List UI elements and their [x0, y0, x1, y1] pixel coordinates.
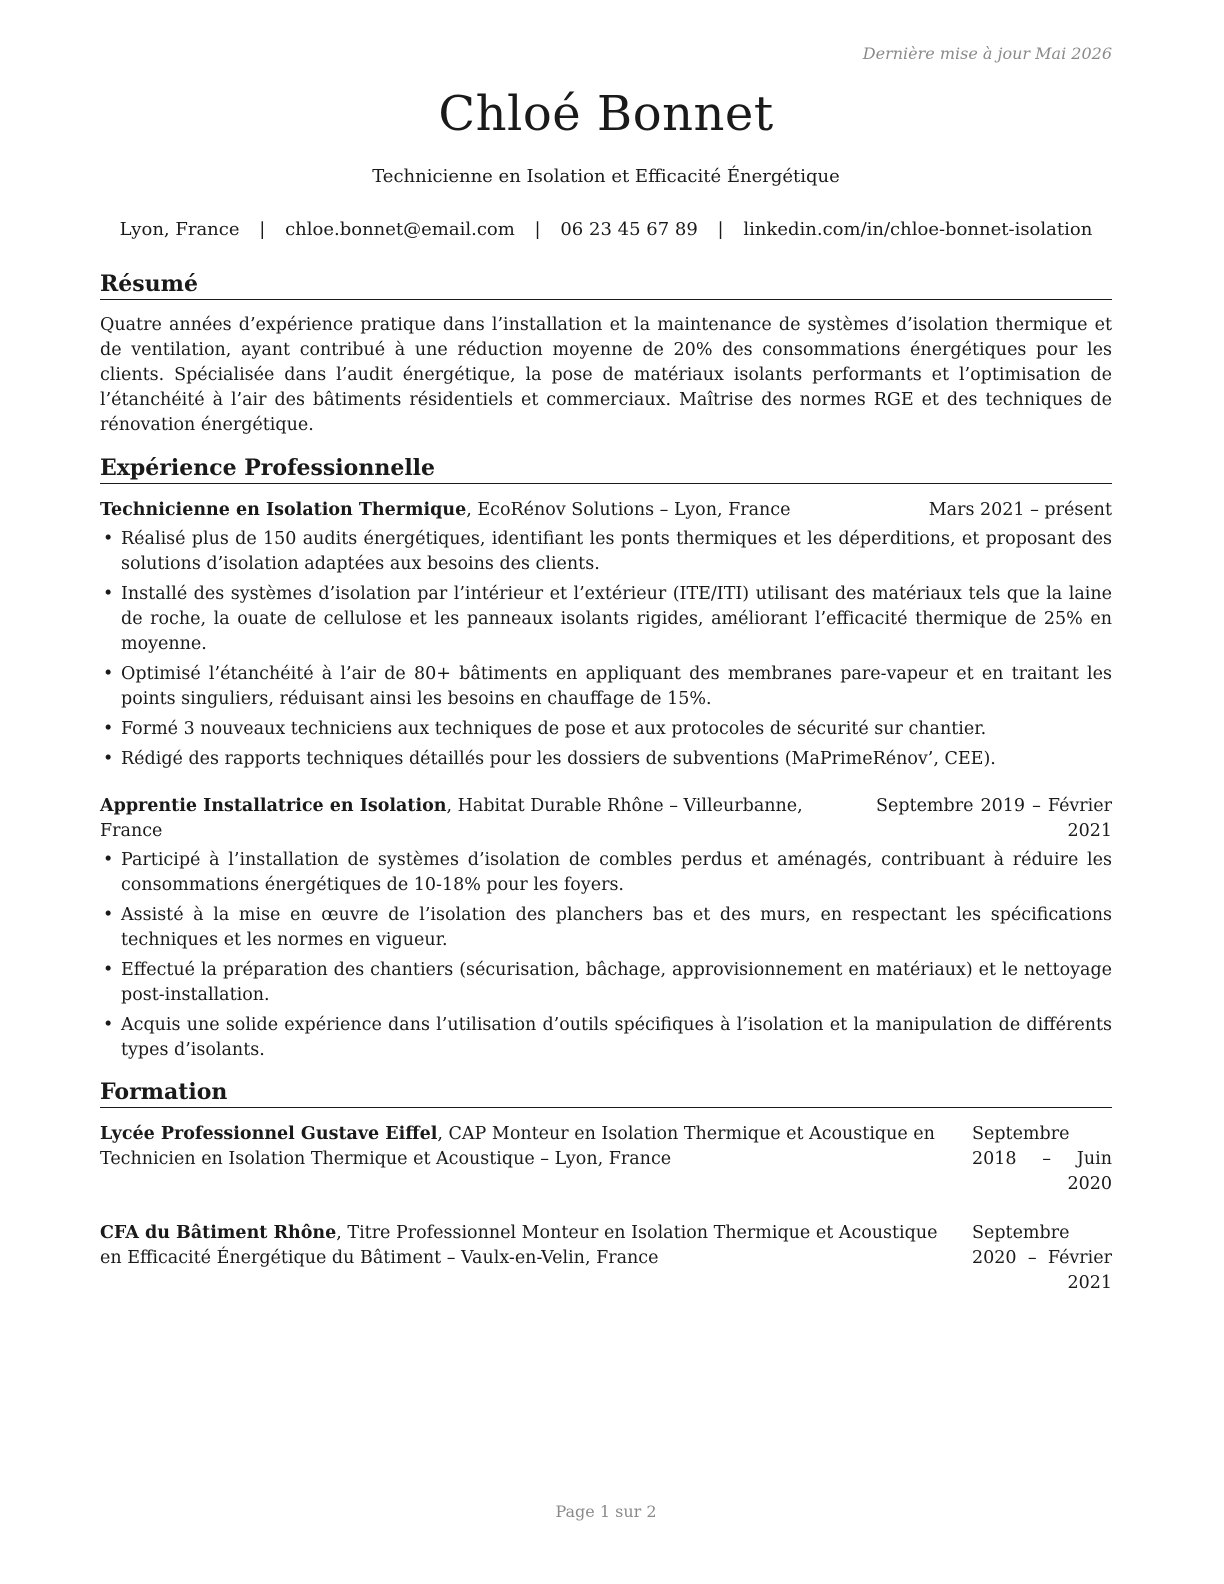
list-item: • Rédigé des rapports techniques détaillés pour les dossiers de subventions (MaPrimeRénov’, CEE).	[100, 747, 1112, 772]
list-item: • Optimisé l’étanchéité à l’air de 80+ bâtiments en appliquant des membranes pare-vapeur et en traitant les points singuliers, réduisant ainsi les besoins en chauffage de 15%.	[103, 664, 1112, 709]
bullet-icon: •	[103, 960, 114, 980]
bullet-icon: •	[103, 749, 114, 769]
job-company: , EcoRénov Solutions – Lyon, France	[466, 500, 791, 520]
contact-separator: |	[259, 219, 266, 240]
contact-separator: |	[717, 219, 724, 240]
summary-text: Quatre années d’expérience pratique dans l’installation et la maintenance de systèmes d’isolation thermique et de ventilation, ayant contribué à une réduction moyenne de 20% des consommations énergétiques pour les clients. Spécialisée dans l’audit énergétique, la pose de matériaux isolants performants et l’optimisation de l’étanchéité à l’air des bâtiments résidentiels et commerciaux. Maîtrise des normes RGE et des techniques de rénovation énergétique.	[100, 315, 1112, 435]
education-entry	[100, 1221, 1112, 1296]
bullet-icon: •	[103, 664, 114, 684]
section-title-education: Formation	[100, 1078, 1112, 1108]
list-item: • Acquis une solide expérience dans l’utilisation d’outils spécifiques à l’isolation et la manipulation de différents types d’isolants.	[103, 1015, 1112, 1060]
resume-page	[100, 0, 1112, 1584]
list-item: • Formé 3 nouveaux techniciens aux techniques de pose et aux protocoles de sécurité sur chantier.	[100, 717, 1112, 742]
candidate-name: Chloé Bonnet	[438, 86, 774, 142]
contact-separator: |	[534, 219, 541, 240]
list-item: • Participé à l’installation de systèmes d’isolation de combles perdus et aménagés, contribuant à réduire les consommations énergétiques de 10-18% pour les foyers.	[103, 850, 1112, 895]
contact-location: Lyon, France	[119, 219, 240, 240]
contact-phone: 06 23 45 67 89	[560, 219, 698, 240]
last-updated: Dernière mise à jour Mai 2026	[862, 44, 1112, 63]
job-dates: Mars 2021 – présent	[928, 500, 1112, 520]
education-detail: , CAP Monteur en Isolation Thermique et Acoustique en Technicien en Isolation Thermique et Acoustique – Lyon, France	[100, 1124, 935, 1169]
job-entry	[100, 794, 1112, 1063]
list-item: • Installé des systèmes d’isolation par l’intérieur et l’extérieur (ITE/ITI) utilisant des matériaux tels que la laine de roche, la ouate de cellulose et les panneaux isolants rigides, améliorant l’efficacité thermique de 25% en moyenne.	[103, 584, 1112, 654]
contact-linkedin[interactable]: linkedin.com/in/chloe-bonnet-isolation	[743, 219, 1093, 240]
job-header	[100, 498, 1112, 523]
job-dates: Septembre 2019 – Février 2021	[876, 796, 1112, 841]
bullet-icon: •	[103, 584, 114, 604]
education-dates: Septembre 2020 – Février 2021	[972, 1223, 1112, 1293]
page-number: Page 1 sur 2	[555, 1502, 657, 1521]
job-role: Apprentie Installatrice en Isolation	[100, 796, 447, 816]
job-entry	[100, 498, 1112, 772]
education-detail: , Titre Professionnel Monteur en Isolation Thermique et Acoustique en Efficacité Énergétique du Bâtiment – Vaulx-en-Velin, France	[100, 1223, 938, 1268]
job-header	[100, 794, 1112, 844]
list-item: • Effectué la préparation des chantiers (sécurisation, bâchage, approvisionnement en matériaux) et le nettoyage post-installation.	[103, 960, 1112, 1005]
job-role: Technicienne en Isolation Thermique	[100, 500, 467, 520]
job-bullets	[100, 848, 1112, 1063]
education-school: Lycée Professionnel Gustave Eiffel	[100, 1124, 438, 1144]
job-bullets	[100, 527, 1112, 772]
contact-email[interactable]: chloe.bonnet@email.com	[285, 219, 515, 240]
education-entry	[100, 1122, 1112, 1197]
list-item: • Réalisé plus de 150 audits énergétiques, identifiant les ponts thermiques et les déperditions, et proposant des solutions d’isolation adaptées aux besoins des clients.	[103, 529, 1112, 574]
bullet-icon: •	[103, 850, 114, 870]
section-title-summary: Résumé	[100, 270, 1112, 300]
contact-line	[100, 219, 1112, 240]
job-company: , Habitat Durable Rhône – Villeurbanne, France	[100, 796, 803, 841]
job-subtitle: Technicienne en Isolation et Efficacité Énergétique	[372, 166, 840, 187]
list-item: • Assisté à la mise en œuvre de l’isolation des planchers bas et des murs, en respectant les spécifications techniques et les normes en vigueur.	[103, 905, 1112, 950]
education-school: CFA du Bâtiment Rhône	[100, 1223, 337, 1243]
education-dates: Septembre 2018 – Juin 2020	[972, 1124, 1112, 1194]
bullet-icon: •	[103, 529, 114, 549]
resume-content	[100, 270, 1112, 1296]
bullet-icon: •	[103, 719, 114, 739]
bullet-icon: •	[103, 1015, 114, 1035]
section-title-experience: Expérience Professionnelle	[100, 454, 1112, 484]
bullet-icon: •	[103, 905, 114, 925]
